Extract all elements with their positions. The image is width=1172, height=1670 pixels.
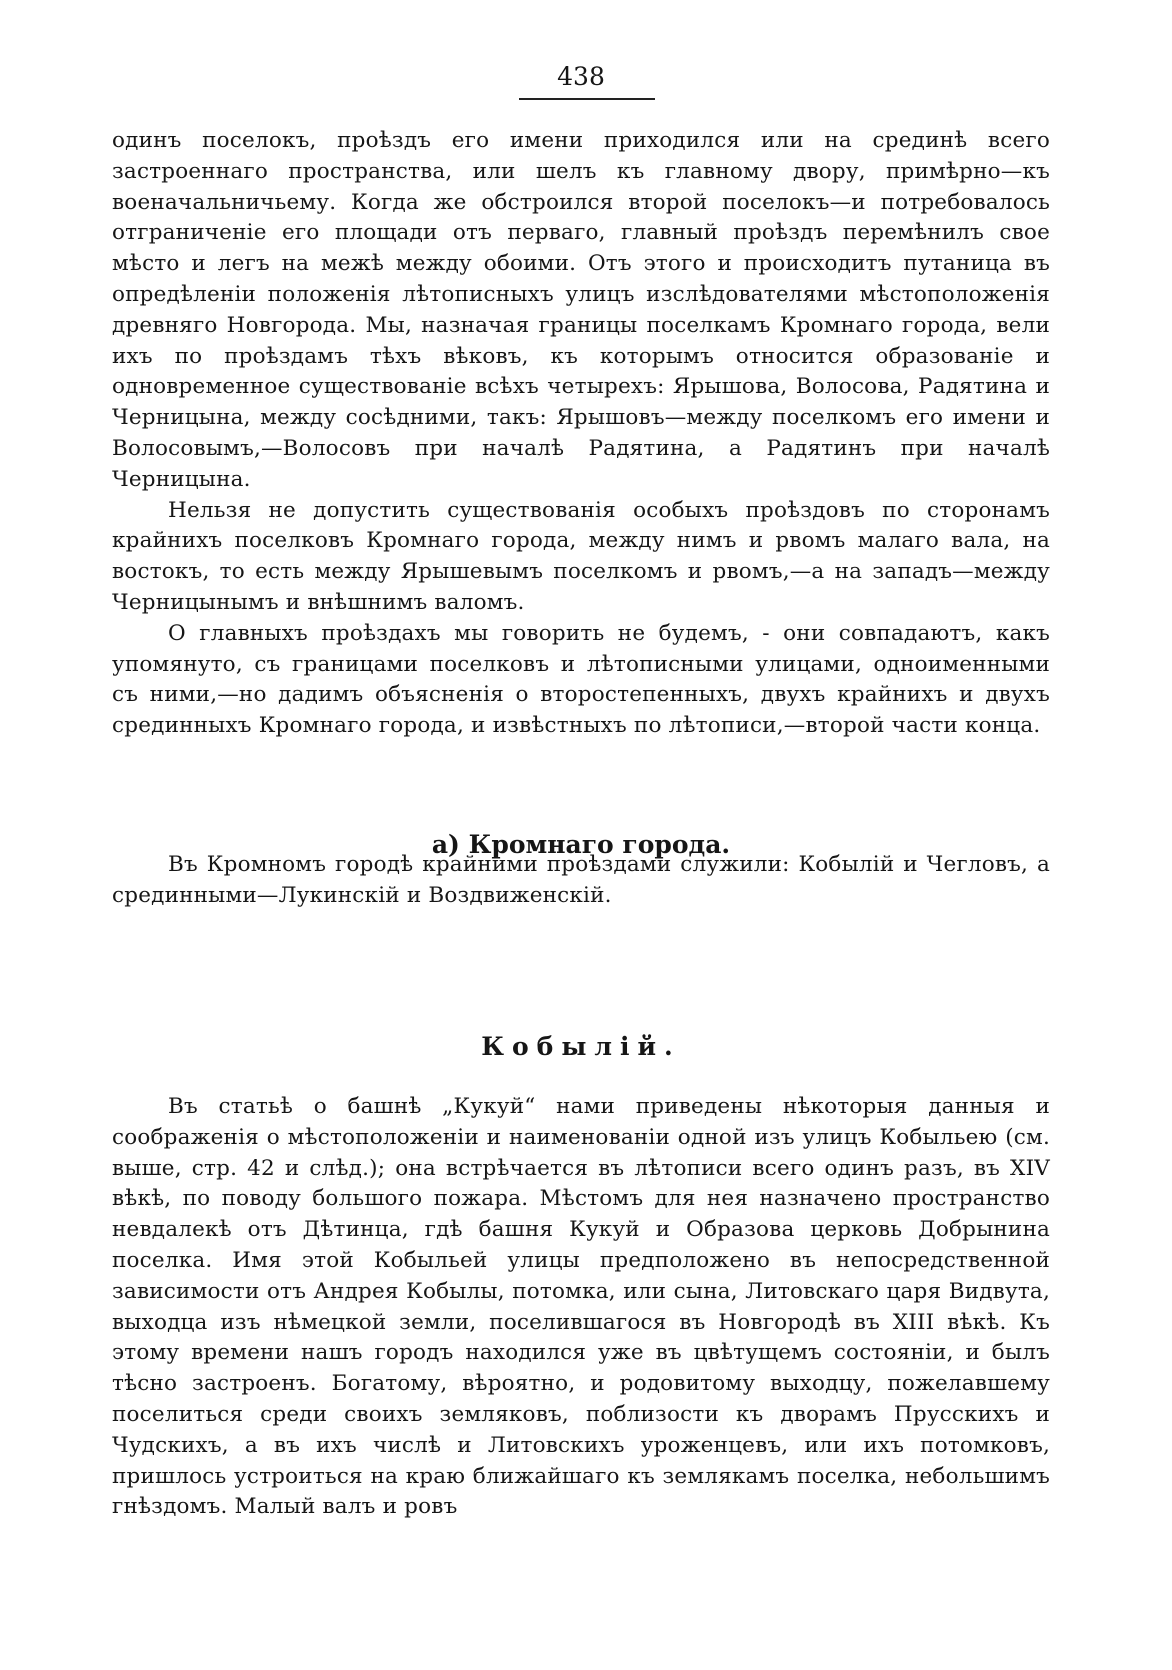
section-kobyliy-text (112, 1092, 1050, 1523)
section-a-heading: а) Кромнаго города. (431, 830, 731, 859)
section-kobyliy-heading: Кобылій. (481, 1032, 681, 1061)
intro-paragraph-1: одинъ поселокъ, проѣздъ его имени приходился или на срединѣ всего застроеннаго пространства, или шелъ къ главному двору, примѣрно—къ военачальничьему. Когда же обстроился второй поселокъ—и потребовалось отграниченіе его площади отъ перваго, главный проѣздъ перемѣнилъ свое мѣсто и легъ на межѣ между обоими. Отъ этого и происходитъ путаница въ опредѣленіи положенія лѣтописныхъ улицъ изслѣдователями мѣстоположенія древняго Новгорода. Мы, назначая границы поселкамъ Кромнаго города, вели ихъ по проѣздамъ тѣхъ вѣковъ, къ которымъ относится образованіе и одновременное существованіе всѣхъ четырехъ: Ярышова, Волосова, Радятина и Черницына, между сосѣдними, такъ: Ярышовъ—между поселкомъ его имени и Волосовымъ,—Волосовъ при началѣ Радятина, а Радятинъ при началѣ Черницына. (112, 128, 1050, 492)
page-number-rule (519, 98, 655, 100)
section-a-paragraph: Въ Кромномъ городѣ крайними проѣздами служили: Кобылій и Чегловъ, а срединными—Лукинскій и Воздвиженскій. (112, 852, 1050, 908)
section-a-text (112, 850, 1050, 912)
intro-text (112, 126, 1050, 742)
section-kobyliy-paragraph: Въ статьѣ о башнѣ „Кукуй“ нами приведены нѣкоторыя данныя и соображенія о мѣстоположеніи и наименованіи одной изъ улицъ Кобыльею (см. выше, стр. 42 и слѣд.); она встрѣчается въ лѣтописи всего одинъ разъ, въ XIV вѣкѣ, по поводу большого пожара. Мѣстомъ для нея назначено пространство невдалекѣ отъ Дѣтинца, гдѣ башня Кукуй и Образова церковь Добрынина поселка. Имя этой Кобыльей улицы предположено въ непосредственной зависимости отъ Андрея Кобылы, потомка, или сына, Литовскаго царя Видвута, выходца изъ нѣмецкой земли, поселившагося въ Новгородѣ въ XIII вѣкѣ. Къ этому времени нашъ городъ находился уже въ цвѣтущемъ состояніи, и былъ тѣсно застроенъ. Богатому, вѣроятно, и родовитому выходцу, пожелавшему поселиться среди своихъ земляковъ, поблизости къ дворамъ Прусскихъ и Чудскихъ, а въ ихъ числѣ и Литовскихъ уроженцевъ, или ихъ потомковъ, пришлось устроиться на краю ближайшаго къ землякамъ поселка, небольшимъ гнѣздомъ. Малый валъ и ровъ (112, 1094, 1050, 1520)
intro-paragraph-2: Нельзя не допустить существованія особыхъ проѣздовъ по сторонамъ крайнихъ поселковъ Кромнаго города, между нимъ и рвомъ малаго вала, на востокъ, то есть между Ярышевымъ поселкомъ и рвомъ,—а на западъ—между Черницынымъ и внѣшнимъ валомъ. (112, 497, 1050, 615)
intro-paragraph-3: О главныхъ проѣздахъ мы говорить не будемъ, - они совпадаютъ, какъ упомянуто, съ границами поселковъ и лѣтописными улицами, одноименными съ ними,—но дадимъ объясненія о второстепенныхъ, двухъ крайнихъ и двухъ срединныхъ Кромнаго города, и извѣстныхъ по лѣтописи,—второй части конца. (112, 620, 1050, 739)
page-number: 438 (557, 62, 605, 91)
